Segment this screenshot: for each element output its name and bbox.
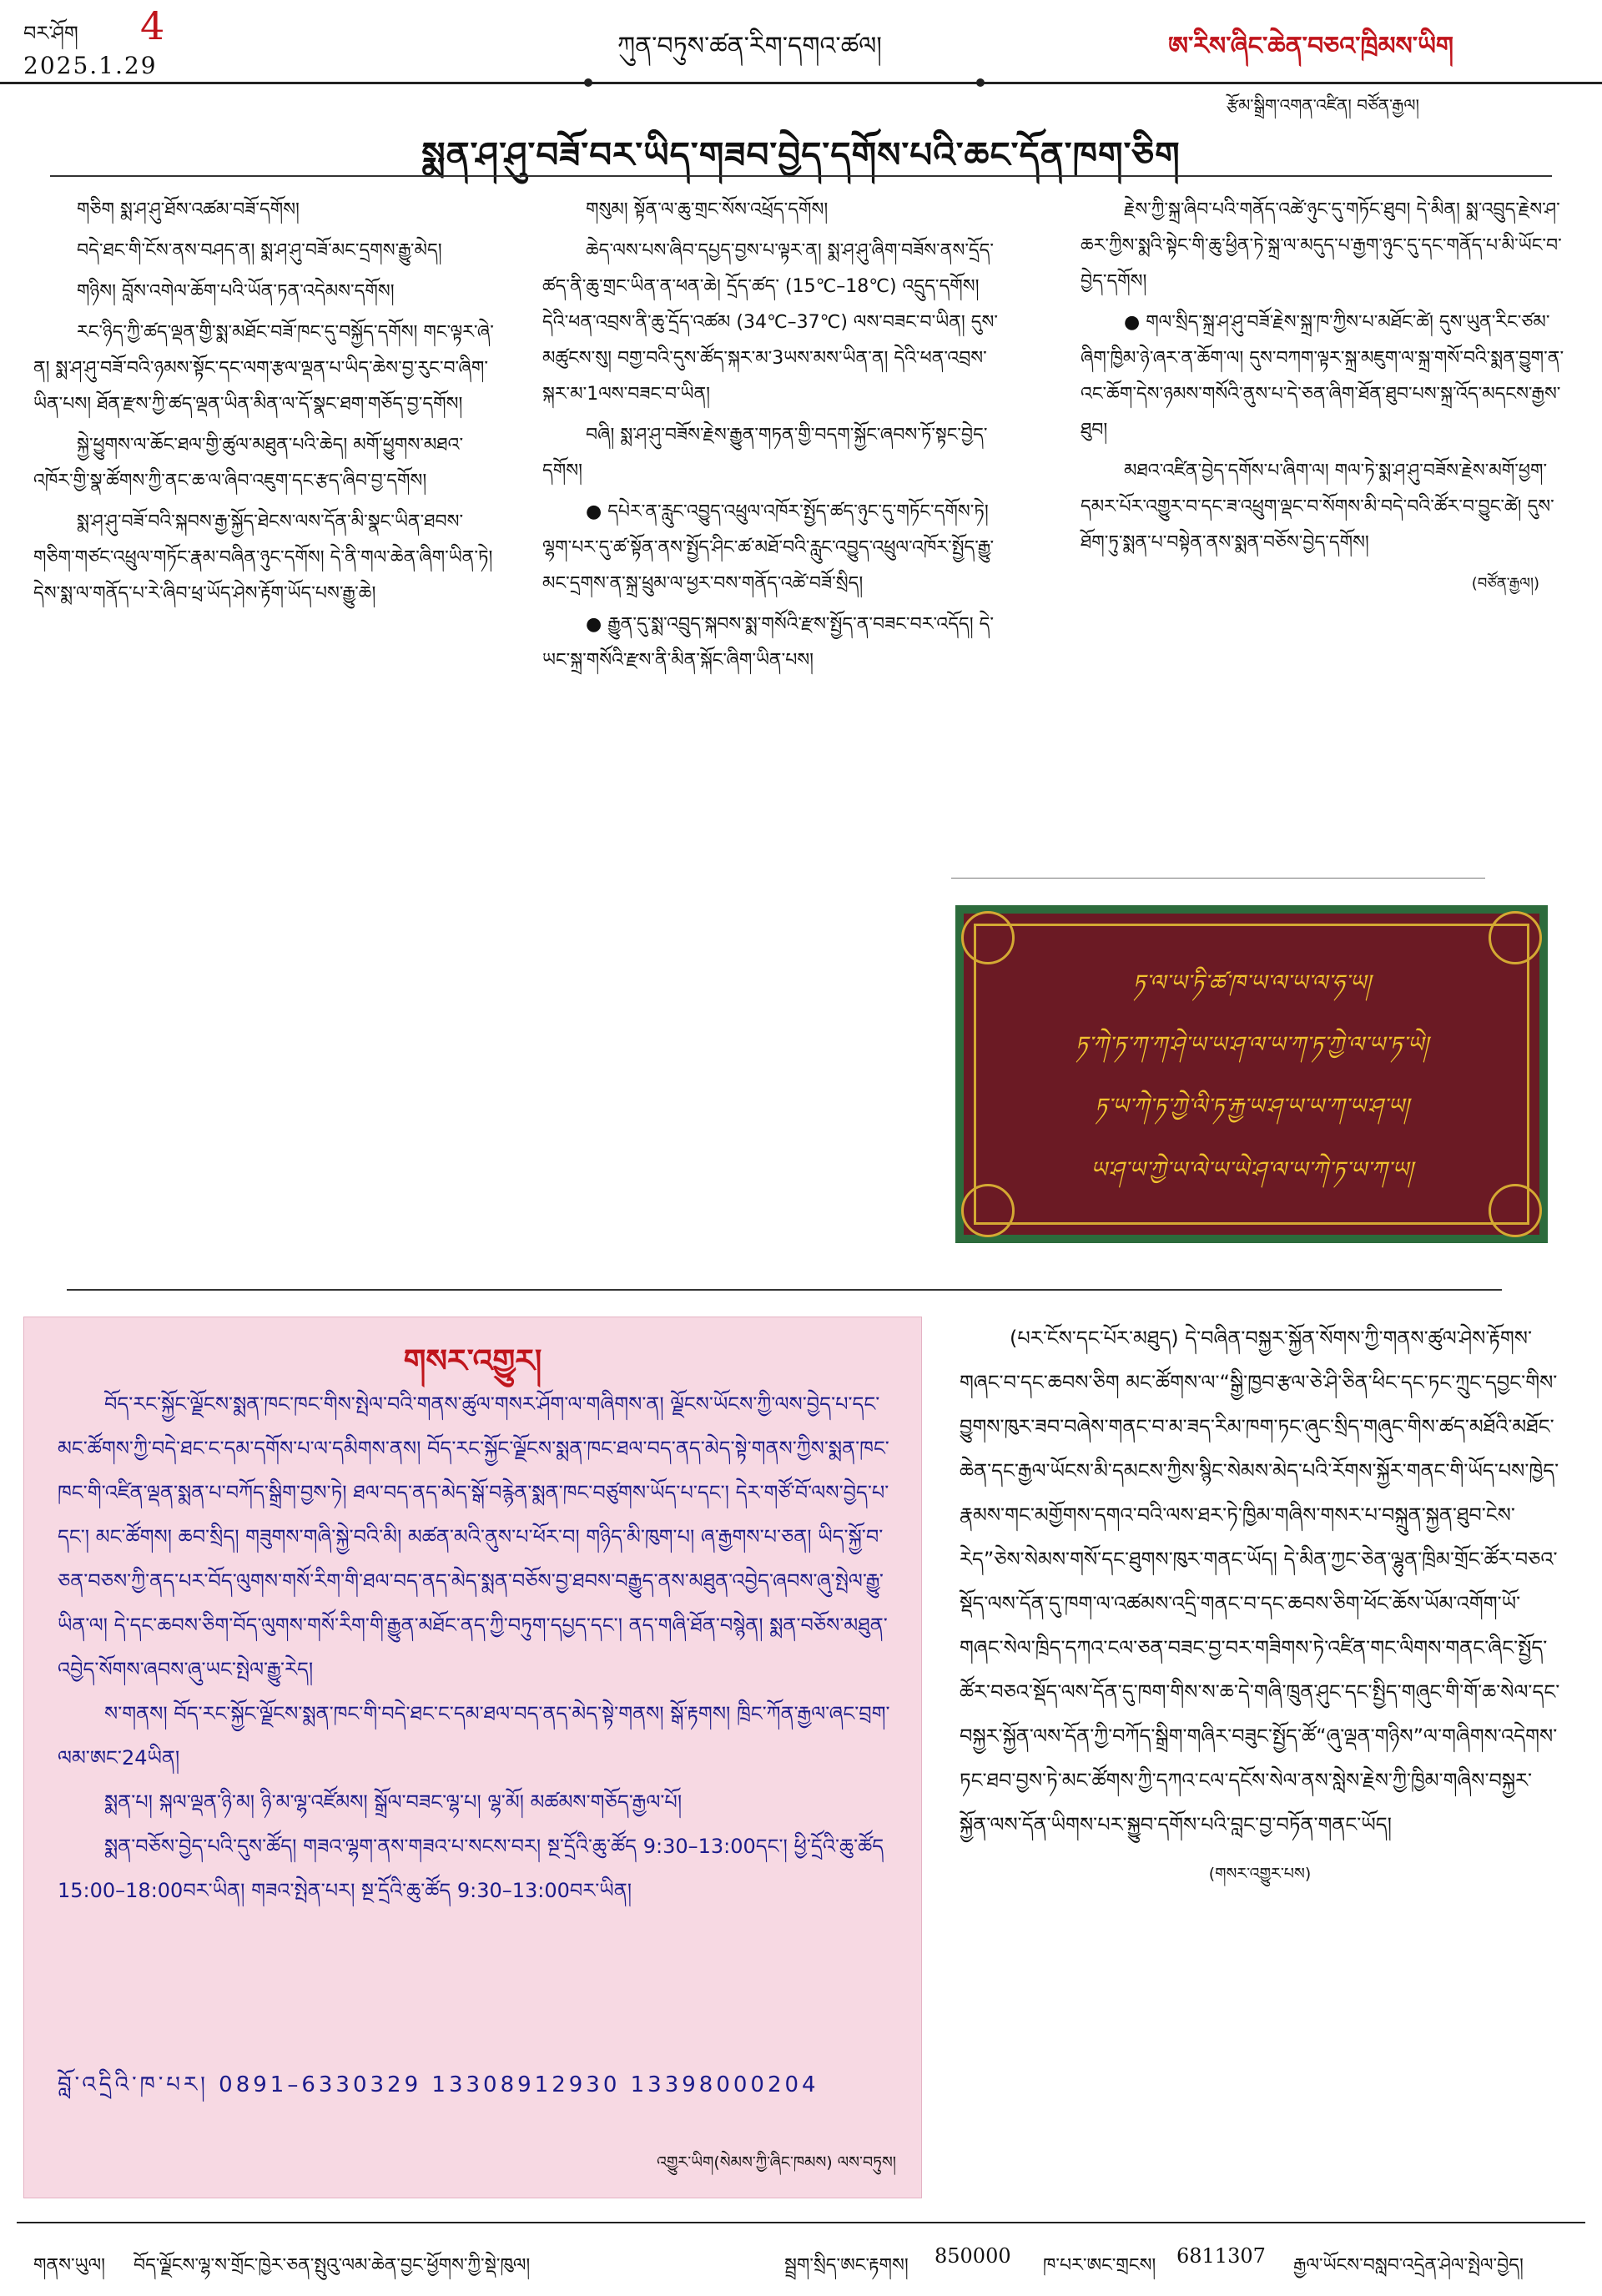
footer-address-label: གནས་ཡུལ། xyxy=(33,2255,105,2276)
page-number: 4 xyxy=(140,3,165,48)
footer-rule xyxy=(17,2222,1585,2223)
divider xyxy=(951,878,1485,879)
article-paragraph: བཞི། སྨ་ཤ་ཤུ་བཟོས་རྗེས་རྒྱུན་གཏན་གྱི་བདག་སྐྱོང་ཞབས་ཏོ་སྟང་བྱེད་དགོས། xyxy=(542,425,988,481)
article-byline: (གསར་འགྱུར་པས) xyxy=(1208,1865,1312,1883)
header-dot xyxy=(976,78,985,87)
article-paragraph: རྗེས་ཀྱི་སྐྲ་ཞིབ་པའི་གནོད་འཚེ་ཉུང་དུ་གཏོང་ཐུབ། དེ་མིན། སྨ་འབྲུད་རྗེས་ཤ་ཆར་ཀྱིས་སྨའི་སྟེང་གི་ཆུ་ཕྱིན་ཏེ་སྐྲ་ལ་མདུད་པ་རྒྱག་ཉུང་དུ་དང་གནོད་པ་མི་ཡོང་བ་བྱེད་དགོས། xyxy=(1081,199,1562,292)
corner-ornament-icon xyxy=(961,911,1015,964)
article-paragraph: ཆེད་ལས་པས་ཞིབ་དཔྱད་བྱས་པ་ལྟར་ན། སྨ་ཤ་ཤུ་ཞིག་བཟོས་ནས་དྲོད་ཚད་ནི་ཆུ་གྲང་ཡིན་ན་ཕན་ཆེ། དྲོད་ཚད་ (15℃–18℃) འདྲུད་དགོས། དེའི་ཕན་འབྲས་ནི་ཆུ་དྲོད་འཚམ (34℃–37℃) ལས་བཟང་བ་ཡིན། དུས་མཚུངས་སུ། བགྱ་བའི་དུས་ཚོད་སྐར་མ་3ཡས་མས་ཡིན་ན། དེའི་ཕན་འབྲས་སྐར་མ་1ལས་བཟང་བ་ཡིན། xyxy=(542,240,998,405)
main-headline: སྨན་ཤ་ཤུ་བཟོ་བར་ཡིད་གཟབ་བྱེད་དགོས་པའི་ཆང་དོན་ཁག་ཅིག xyxy=(421,134,1181,175)
page-label: བར་ཤོག xyxy=(23,22,78,45)
article-column-1 xyxy=(33,192,501,617)
article-paragraph: ● གལ་སྲིད་སྐྲ་ཤ་ཤུ་བཟོ་རྗེས་སྐྲ་ཁ་ཀྱིས་པ་མཐོང་ཚེ། དུས་ཡུན་རིང་ཙམ་ཞིག་ཁྱིམ་ཉེ་ཞར་ན་ཆོག་ལ། དུས་བཀག་ལྟར་སྐྲ་མཇུག་ལ་སྐྲ་གསོ་བའི་སྨན་བྱུག་ན་འང་ཆོག་དེས་ཉམས་གསོའི་ནུས་པ་དེ་ཅན་ཞིག་ཐོན་ཐུབ་པས་སྐྲ་འོད་མདངས་རྒྱས་ཐུབ། xyxy=(1081,312,1564,441)
footer-postcode: 850000 xyxy=(934,2244,1011,2268)
notice-paragraph: སྨན་བཅོས་བྱེད་པའི་དུས་ཚོད། གཟའ་ལྷག་ནས་གཟའ་པ་སངས་བར། སྔ་དྲོའི་ཆུ་ཚོད 9:30–13:00དང་། ཕྱི་དྲོའི་ཆུ་ཚོད 15:00–18:00བར་ཡིན། གཟའ་སྤེན་པར། སྔ་དྲོའི་ཆུ་ཚོད 9:30–13:00བར་ཡིན། xyxy=(58,1835,884,1902)
calligraphy-panel xyxy=(955,905,1548,1243)
article-paragraph: སྨ་ཤ་ཤུ་བཟོ་བའི་སྐབས་རྒྱ་སྐྱོད་ཐེངས་ལས་དོན་མི་སྣང་ཡིན་ཐབས་གཅིག་གཙང་འཕྲུལ་གཏོང་རྣམ་བཞིན་ཉུང་དགོས། དེ་ནི་གལ་ཆེན་ཞིག་ཡིན་ཏེ། དེས་སྨ་ལ་གནོད་པ་རེ་ཞིབ་ཕྲ་ཡོད་ཤེས་རྟོག་ཡོད་པས་རྒྱུ་ཆེ། xyxy=(33,511,493,604)
calligraphy-line: ཏ་ཀེ་ཏ་ཀ་ཀ་ཤེ་ཡ་ཡ་ཤ་ལ་ཡ་ཀ་ཏ་ཀྱེ་ལ་ཡ་ཏ་ཡེ། xyxy=(1075,1032,1428,1058)
calligraphy-line: ཏ་ཡ་ཀེ་ཏ་ཀྱེ་ལི་ཏ་རྐྱ་ཡ་ཤ་ཡ་ཡ་ཀ་ཡ་ཤ་ཡ། xyxy=(1094,1094,1409,1120)
section-name: ཀུན་བཏུས་ཚན་རིག་དགའ་ཚལ། xyxy=(617,32,882,61)
notice-paragraph: བོད་རང་སྐྱོང་ལྗོངས་སྨན་ཁང་ཁང་གིས་སྤེལ་བའི་གནས་ཚུལ་གསར་ཤོག་ལ་གཞིགས་ན། ལྗོངས་ཡོངས་ཀྱི་ལས་བྱེད་པ་དང་མང་ཚོགས་ཀྱི་བདེ་ཐང་ང་དམ་དགོས་པ་ལ་དམིགས་ནས། བོད་རང་སྐྱོང་ལྗོངས་སྨན་ཁང་ཐལ་བད་ནད་མེད་སྟེ་གནས་ཀྱིས་སྨན་ཁང་ཁང་གི་འཛིན་ལྡན་སྨན་པ་བཀོད་སྒྲིག་བྱས་ཏེ། ཐལ་བད་ནད་མེད་སྒོ་བརྙེན་སྨན་ཁང་བཙུགས་ཡོད་པ་དང་། དེར་གཙོ་བོ་ལས་བྱེད་པ་དང་། མང་ཚོགས། ཆབ་སྲིད། གཟུགས་གཞི་སྐྱེ་བའི་མི། མཚན་མའི་ནུས་པ་ཕོར་བ། གཉིད་མི་ཁུག་པ། ཞ་རྒྱགས་པ་ཅན། ཡིད་སྐྱོ་བ་ཅན་བཅས་ཀྱི་ནད་པར་བོད་ལུགས་གསོ་རིག་གི་ཐལ་བད་ནད་མེད་སྨན་བཅོས་བྱ་ཐབས་བརྒྱུད་ནས་མཐུན་འབྱེད་ཞབས་ཞུ་སྤེལ་རྒྱུ་ཡིན་ལ། དེ་དང་ཆབས་ཅིག་བོད་ལུགས་གསོ་རིག་གི་རྒྱུན་མཐོང་ནད་ཀྱི་བཏུག་དཔྱད་དང་། ནད་གཞི་ཐོན་བསྙེན། སྨན་བཅོས་མཐུན་འབྱེད་སོགས་ཞབས་ཞུ་ཡང་སྤེལ་རྒྱུ་རེད། xyxy=(58,1392,889,1681)
notice-body xyxy=(58,1382,892,1913)
header-dot xyxy=(584,78,592,87)
article-paragraph: ● དཔེར་ན་རླུང་འབྱུད་འཕྲུལ་འཁོར་སྤྱོད་ཚད་ཉུང་དུ་གཏོང་དགོས་ཏེ། ལྷག་པར་དུ་ཚ་སྟོན་ནས་སྤྱོད་ཤིང་ཚ་མཐོ་བའི་རླུང་འབྱུད་འཕྲུལ་འཁོར་སྤྱོད་རྒྱུ་མང་དྲགས་ན་སྐྲ་ཕྲུམ་ལ་ཕྱར་བས་གནོད་འཚེ་བཟོ་སྲིད། xyxy=(542,501,995,594)
article-paragraph: (པར་ངོས་དང་པོར་མཐུད) དེ་བཞིན་བསྐྱར་སྐྱོན་སོགས་ཀྱི་གནས་ཚུལ་ཤེས་རྟོགས་གཞང་བ་དང་ཆབས་ཅིག མང་ཚོགས་ལ་“སྒྱི་ཁྱབ་རྩལ་ཅེ་ཤི་ཅིན་ཕིང་དང་ཏང་ཀྲུང་དབྱང་གིས་བྱུགས་ཁུར་ཟབ་བཞེས་གནང་བ་མ་ཟད་རིམ་ཁག་ཏང་ཞུང་སྲིད་གཞུང་གིས་ཚད་མཐོའི་མཐོང་ཆེན་དང་རྒྱལ་ཡོངས་མི་དམངས་ཀྱིས་སྙིང་སེམས་མེད་པའི་རོགས་སྐྱོར་གནང་གི་ཡོད་པས་ཁྱེད་རྣམས་གང་མགྱོགས་དགའ་བའི་ལས་ཐར་ཏེ་ཁྱིམ་གཞིས་གསར་པ་བསྐྲུན་སྐྱན་ཐུབ་ངེས་རེད”ཅེས་སེམས་གསོ་དང་ཐུགས་ཁུར་གནང་ཡོད། དེ་མིན་ཀྱང་ཅེན་ལྷུན་ཁྲིམ་གྲོང་ཚོར་བཅའ་སྡོད་ལས་དོན་དུ་ཁག་ལ་འཚམས་འདྲི་གནང་བ་དང་ཆབས་ཅིག་ཕོང་ཆོས་ཡོམ་འགོག་ཡོ་གཞང་སེལ་ཁྲིད་དཀའ་ངལ་ཅན་བཟང་བྱ་བར་གཟིགས་ཏེ་འཛིན་གང་ལིགས་གནང་ཞིང་སྤྱོད་ཚོར་བཅའ་སྡོད་ལས་དོན་དུ་ཁག་གིས་ས་ཆ་དེ་གཞི་ཁྲུན་ཤུང་དང་སྤྱིད་གཞུང་གི་གོ་ཆ་སེལ་དང་བསྐྱར་སྐྱོན་ལས་དོན་ཀྱི་བཀོད་སྒྲིག་གཞིར་བཟུང་སྤྱོད་ཚོ“ཞུ་ལྡན་གཉིས”ལ་གཞིགས་འདེགས་ཏང་ཐབ་བྱས་ཏེ་མང་ཚོགས་ཀྱི་དཀའ་ངལ་དངོས་སེལ་ནས་སླེས་རྗེས་ཀྱི་ཁྱིམ་གཞིས་བསྐྱར་སྐྱོན་ལས་དོན་ཡིགས་པར་སྐྱུབ་དགོས་པའི་བླང་བྱ་བཏོན་གནང་ཡོད། xyxy=(960,1327,1560,1836)
article-paragraph: མཐའ་འཛིན་བྱེད་དགོས་པ་ཞིག་ལ། གལ་ཏེ་སྨ་ཤ་ཤུ་བཟོས་རྗེས་མགོ་ཕྱག་དམར་པོར་འགྱུར་བ་དང་ཟ་འཕྲུག་ལྡང་བ་སོགས་མི་བདེ་བའི་ཚོར་བ་བྱུང་ཚེ། དུས་ཐོག་ཏུ་སྨན་པ་བསྟེན་ནས་སྨན་བཅོས་བྱེད་དགོས། xyxy=(1081,461,1554,553)
calligraphy-frame xyxy=(974,924,1529,1225)
editor-tag: རྩོམ་སྒྲིག་འགན་འཛིན། བཙོན་རྒྱལ། xyxy=(1227,95,1419,115)
issue-date: 2025.1.29 xyxy=(23,52,158,79)
article-paragraph: རང་ཉིད་ཀྱི་ཚད་ལྡན་གྱི་སྨ་མཐོང་བཟོ་ཁང་དུ་བསྐྱོད་དགོས། གང་ལྟར་ཞེ་ན། སྨ་ཤ་ཤུ་བཟོ་བའི་ཉམས་སྟོང་དང་ལག་རྩལ་ལྡན་པ་ཡིད་ཆེས་བྱ་རུང་བ་ཞིག་ཡིན་པས། ཐོན་རྫས་ཀྱི་ཚད་ལྡན་ཡིན་མིན་ལ་དོ་སྣང་ཐག་གཅོད་བྱ་དགོས། xyxy=(33,322,494,415)
article-paragraph: ● རྒྱུན་དུ་སྨ་འབྲུད་སྐབས་སྨ་གསོའི་རྫས་སྤྱོད་ན་བཟང་བར་འདོད། དེ་ཡང་སྐྲ་གསོའི་རྫས་ནི་མིན་སྐོང་ཞིག་ཡིན་པས། xyxy=(542,614,994,671)
notice-paragraph: ས་གནས། བོད་རང་སྐྱོང་ལྗོངས་སྨན་ཁང་གི་བདེ་ཐང་ང་དམ་ཐལ་བད་ནད་མེད་སྟེ་གནས། སྒོ་རྟགས། ཁྲིང་ཀོན་རྒྱལ་ཞང་བྲག་ལམ་ཨང་24ཡིན། xyxy=(58,1702,890,1770)
article-paragraph: བདེ་ཐང་གི་ངོས་ནས་བཤད་ན། སྨ་ཤ་ཤུ་བཟོ་མང་དྲགས་རྒྱུ་མེད། xyxy=(77,240,442,261)
calligraphy-line: ཏ་ལ་ཡ་ཏི་ཚ་ཁ་ཡ་ལ་ཡ་ལ་ཧ་ཡ། xyxy=(1132,970,1371,996)
masthead: ཨ་རིས་ཞིང་ཆེན་བཅའ་ཁྲིམས་ཡིག xyxy=(1168,32,1453,61)
footer-address: བོད་ལྗོངས་ལྷ་ས་གྲོང་ཁྱེར་ཅན་སྤུའུ་ལམ་ཆེན་བྱང་ཕྱོགས་ཀྱི་སྡེ་ཁུལ། xyxy=(134,2255,531,2276)
footer-phone-label: ཁ་པར་ཨང་གྲངས། xyxy=(1043,2255,1156,2276)
header-rule xyxy=(0,82,1602,84)
footer-publisher: རྒྱལ་ཡོངས་བསླབ་འདྲེན་ཤེལ་སྤེལ་བྱེད། xyxy=(1293,2255,1524,2276)
section-rule xyxy=(67,1289,1502,1291)
article-column-2 xyxy=(542,192,1010,683)
article-byline: (བཙོན་རྒྱལ།) xyxy=(1471,575,1539,592)
notice-title: གསར་འགྱུར། xyxy=(403,1342,542,1379)
notice-phone-numbers: བློ་འདྲིའི་ཁ་པར། 0891–6330329 13308912930 13398000204 xyxy=(58,2072,819,2097)
title-rule xyxy=(50,175,1552,177)
corner-ornament-icon xyxy=(1489,911,1542,964)
notice-box xyxy=(23,1317,922,2198)
notice-paragraph: སྨན་པ། སྐལ་ལྡན་ཉི་མ། ཉི་མ་ལྷ་འཛོམས། སྒྲོལ་བཟང་ལྷ་པ། ལྷ་མོ། མཚམས་གཅོད་རྒྱལ་པོ། xyxy=(104,1790,683,1814)
article-paragraph: གཅིག སྨ་ཤ་ཤུ་ཐོས་འཚམ་བཟོ་དགོས། xyxy=(77,199,300,220)
calligraphy-line: ཡ་ཤ་ཡ་ཀྱེ་ཡ་ལེ་ཡ་ཡེ་ཤ་ལ་ཡ་ཀེ་ཏ་ཡ་ཀ་ཡ། xyxy=(1090,1157,1413,1183)
article-column-3 xyxy=(1081,192,1573,602)
footer-postcode-label: སྦྲག་སྲིད་ཨང་རྟགས། xyxy=(784,2255,909,2276)
article-column-4 xyxy=(960,1317,1560,1896)
article-paragraph: སྐྱེ་ཕྱུགས་ལ་ཆོང་ཐལ་གྱི་ཚུལ་མཐུན་པའི་ཆེད། མགོ་ཕྱུགས་མཐའ་འཁོར་གྱི་སྣ་ཚོགས་ཀྱི་ནང་ཆ་ལ་ཞིབ་འཇུག་དང་རྩད་ཞིབ་བྱ་དགོས། xyxy=(33,435,464,491)
article-paragraph: གསུམ། སྟོན་ལ་ཆུ་གྲང་སོས་འཕྲོད་དགོས། xyxy=(586,199,829,220)
footer-phone: 6811307 xyxy=(1176,2244,1266,2268)
article-paragraph: གཉིས། བློས་འགེལ་ཆོག་པའི་ཡོན་ཏན་འདེམས་དགོས། xyxy=(77,281,395,302)
notice-credit: འགྱུར་ཡིག(སེམས་ཀྱི་ཞིང་ཁམས) ལས་བཏུས། xyxy=(657,2153,896,2172)
